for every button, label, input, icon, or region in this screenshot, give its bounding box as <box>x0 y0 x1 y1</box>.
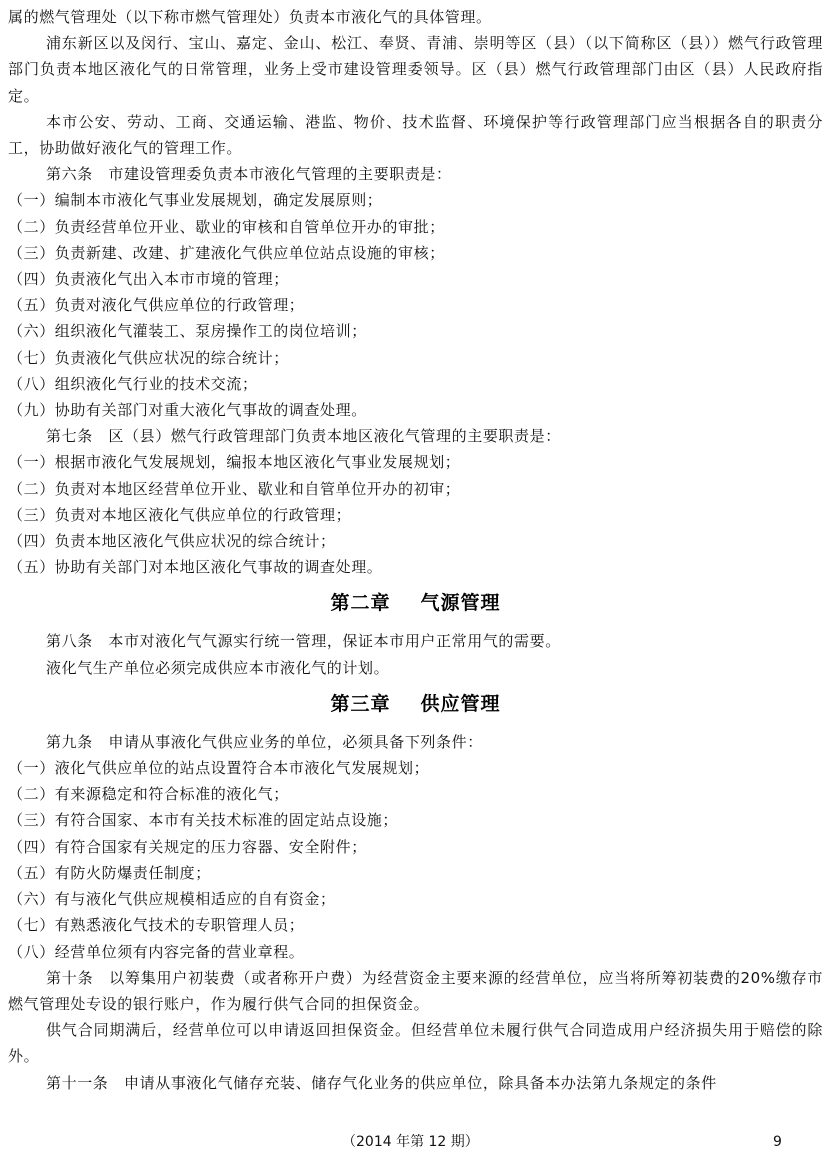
paragraph <box>8 476 823 502</box>
article-paragraph <box>8 161 823 187</box>
paragraph <box>8 292 823 318</box>
paragraph <box>8 502 823 528</box>
paragraph-text: （五）负责对液化气供应单位的行政管理； <box>8 296 305 315</box>
paragraph-text: （五）有防火防爆责任制度； <box>8 863 211 882</box>
paragraph-text: 属的燃气管理处（以下称市燃气管理处）负责本市液化气的具体管理。 <box>8 8 492 26</box>
chapter-number: 第三章 <box>330 692 391 715</box>
paragraph-text: （六）组织液化气灌装工、泵房操作工的岗位培训； <box>8 322 367 341</box>
article-label: 第六条 <box>46 165 93 184</box>
paragraph-text: 申请从事液化气供应业务的单位，必须具备下列条件： <box>108 732 483 751</box>
chapter-title: 供应管理 <box>420 692 501 715</box>
issue-label: （2014 年第 12 期） <box>342 1134 479 1150</box>
paragraph <box>8 1017 823 1069</box>
paragraph <box>8 109 823 161</box>
paragraph-text: 本市对液化气气源实行统一管理，保证本市用户正常用气的需要。 <box>108 632 561 651</box>
paragraph <box>8 755 823 781</box>
paragraph <box>8 528 823 554</box>
paragraph <box>8 912 823 938</box>
paragraph <box>8 397 823 423</box>
paragraph-text: （一）编制本市液化气事业发展规划，确定发展原则； <box>8 191 383 210</box>
paragraph-text: 本市公安、劳动、工商、交通运输、港监、物价、技术监督、环境保护等行政管理部门应当根据各自的职责分工，协助做好液化气的管理工作。 <box>8 112 823 158</box>
paragraph <box>8 4 823 30</box>
paragraph <box>8 834 823 860</box>
paragraph-text: （七）有熟悉液化气技术的专职管理人员； <box>8 916 305 935</box>
paragraph <box>8 807 823 833</box>
chapter-heading <box>8 691 823 717</box>
paragraph <box>8 781 823 807</box>
article-label: 第八条 <box>46 632 93 651</box>
paragraph-text: （三）有符合国家、本市有关技术标准的固定站点设施； <box>8 811 399 830</box>
paragraph-text: 市建设管理委负责本市液化气管理的主要职责是： <box>108 165 452 184</box>
paragraph <box>8 860 823 886</box>
paragraph <box>8 449 823 475</box>
paragraph-text: （一）根据市液化气发展规划，编报本地区液化气事业发展规划； <box>8 453 461 472</box>
paragraph <box>8 318 823 344</box>
chapter-title: 气源管理 <box>420 592 501 615</box>
article-paragraph <box>8 729 823 755</box>
paragraph-text: （四）负责液化气出入本市市境的管理； <box>8 270 289 289</box>
paragraph-text: （四）负责本地区液化气供应状况的综合统计； <box>8 532 336 551</box>
paragraph-text: （八）经营单位须有内容完备的营业章程。 <box>8 942 305 961</box>
paragraph <box>8 30 823 109</box>
article-paragraph <box>8 1070 823 1096</box>
paragraph-text: （八）组织液化气行业的技术交流； <box>8 374 258 393</box>
paragraph <box>8 554 823 580</box>
paragraph-text: （三）负责新建、改建、扩建液化气供应单位站点设施的审核； <box>8 243 445 262</box>
paragraph-text: （二）有来源稳定和符合标准的液化气； <box>8 785 289 804</box>
paragraph-text: （六）有与液化气供应规模相适应的自有资金； <box>8 890 336 909</box>
paragraph-text: （二）负责对本地区经营单位开业、歇业和自管单位开办的初审； <box>8 479 461 498</box>
paragraph-text: （四）有符合国家有关规定的压力容器、安全附件； <box>8 837 367 856</box>
article-label: 第七条 <box>46 427 93 446</box>
paragraph <box>8 266 823 292</box>
document-body <box>8 4 823 1096</box>
paragraph <box>8 371 823 397</box>
paragraph-text: 申请从事液化气储存充装、储存气化业务的供应单位，除具备本办法第九条规定的条件 <box>124 1073 717 1092</box>
paragraph-text: 区（县）燃气行政管理部门负责本地区液化气管理的主要职责是： <box>108 427 561 446</box>
paragraph <box>8 939 823 965</box>
paragraph-text: （五）协助有关部门对本地区液化气事故的调查处理。 <box>8 558 383 577</box>
chapter-number: 第二章 <box>330 592 391 615</box>
article-paragraph <box>8 628 823 654</box>
page-number: 9 <box>773 1134 782 1150</box>
paragraph-text: （九）协助有关部门对重大液化气事故的调查处理。 <box>8 401 367 420</box>
paragraph-text: 浦东新区以及闵行、宝山、嘉定、金山、松江、奉贤、青浦、崇明等区（县）（以下简称区（县））燃气行政管理部门负责本地区液化气的日常管理，业务上受市建设管理委领导。区（县）燃气行政管理部门由区（县）人民政府指定。 <box>8 34 823 105</box>
article-label: 第十一条 <box>46 1073 109 1092</box>
paragraph <box>8 187 823 213</box>
paragraph-text: （七）负责液化气供应状况的综合统计； <box>8 348 289 367</box>
paragraph-text: （三）负责对本地区液化气供应单位的行政管理； <box>8 505 352 524</box>
paragraph-text: 供气合同期满后，经营单位可以申请返回担保资金。但经营单位未履行供气合同造成用户经济损失用于赔偿的除外。 <box>8 1021 823 1066</box>
chapter-heading <box>8 590 823 616</box>
paragraph-text: 液化气生产单位必须完成供应本市液化气的计划。 <box>46 658 390 677</box>
paragraph <box>8 345 823 371</box>
paragraph-text: （一）液化气供应单位的站点设置符合本市液化气发展规划； <box>8 759 430 778</box>
paragraph <box>8 655 823 681</box>
paragraph <box>8 886 823 912</box>
article-label: 第十条 <box>46 968 94 987</box>
article-paragraph <box>8 423 823 449</box>
article-paragraph <box>8 965 823 1017</box>
paragraph <box>8 240 823 266</box>
paragraph <box>8 214 823 240</box>
article-label: 第九条 <box>46 732 93 751</box>
paragraph-text: （二）负责经营单位开业、歇业的审核和自管单位开办的审批； <box>8 217 445 236</box>
paragraph-text: 以筹集用户初装费（或者称开户费）为经营资金主要来源的经营单位，应当将所筹初装费的20%缴存市燃气管理处专设的银行账户，作为履行供气合同的担保资金。 <box>8 968 823 1013</box>
